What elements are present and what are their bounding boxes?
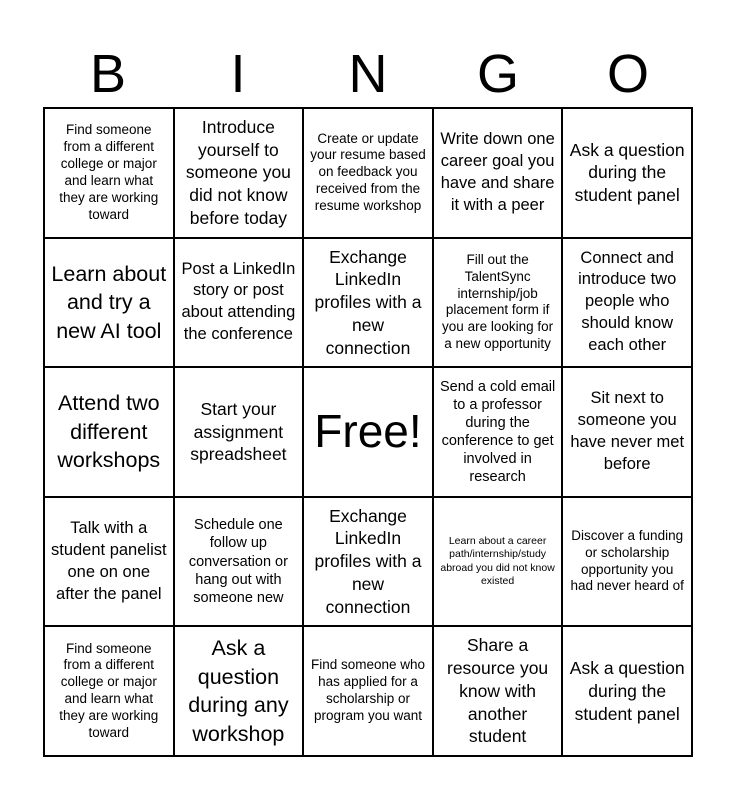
bingo-cell-i1[interactable]: Introduce yourself to someone you did not know before today	[174, 108, 304, 238]
bingo-cell-b1[interactable]: Find someone from a different college or major and learn what they are working toward	[44, 108, 174, 238]
bingo-cell-o5[interactable]: Ask a question during the student panel	[562, 626, 692, 756]
header-letter-i: I	[230, 44, 246, 104]
bingo-cell-g2[interactable]: Fill out the TalentSync internship/job placement form if you are looking for a new opportunity	[433, 238, 563, 368]
bingo-cell-n4[interactable]: Exchange LinkedIn profiles with a new connection	[303, 497, 433, 627]
header-letter-o: O	[606, 44, 649, 104]
bingo-cell-g4[interactable]: Learn about a career path/internship/study abroad you did not know existed	[433, 497, 563, 627]
bingo-cell-b3[interactable]: Attend two different workshops	[44, 367, 174, 497]
bingo-cell-o4[interactable]: Discover a funding or scholarship opportunity you had never heard of	[562, 497, 692, 627]
bingo-header	[43, 40, 693, 108]
bingo-cell-i2[interactable]: Post a LinkedIn story or post about attending the conference	[174, 238, 304, 368]
bingo-cell-g3[interactable]: Send a cold email to a professor during the conference to get involved in research	[433, 367, 563, 497]
bingo-cell-n2[interactable]: Exchange LinkedIn profiles with a new connection	[303, 238, 433, 368]
bingo-cell-g1[interactable]: Write down one career goal you have and share it with a peer	[433, 108, 563, 238]
bingo-cell-i5[interactable]: Ask a question during any workshop	[174, 626, 304, 756]
bingo-cell-n1[interactable]: Create or update your resume based on feedback you received from the resume workshop	[303, 108, 433, 238]
bingo-cell-b4[interactable]: Talk with a student panelist one on one after the panel	[44, 497, 174, 627]
header-letter-n: N	[348, 44, 388, 104]
bingo-cell-o2[interactable]: Connect and introduce two people who should know each other	[562, 238, 692, 368]
header-letter-b: B	[89, 44, 127, 104]
bingo-cell-o3[interactable]: Sit next to someone you have never met before	[562, 367, 692, 497]
header-letter-g: G	[476, 44, 519, 104]
bingo-cell-g5[interactable]: Share a resource you know with another student	[433, 626, 563, 756]
bingo-cell-b5[interactable]: Find someone from a different college or major and learn what they are working toward	[44, 626, 174, 756]
bingo-cell-n5[interactable]: Find someone who has applied for a scholarship or program you want	[303, 626, 433, 756]
free-space[interactable]: Free!	[303, 367, 433, 497]
bingo-cell-i3[interactable]: Start your assignment spreadsheet	[174, 367, 304, 497]
bingo-cell-i4[interactable]: Schedule one follow up conversation or hang out with someone new	[174, 497, 304, 627]
bingo-cell-o1[interactable]: Ask a question during the student panel	[562, 108, 692, 238]
bingo-board	[43, 107, 693, 757]
bingo-cell-b2[interactable]: Learn about and try a new AI tool	[44, 238, 174, 368]
